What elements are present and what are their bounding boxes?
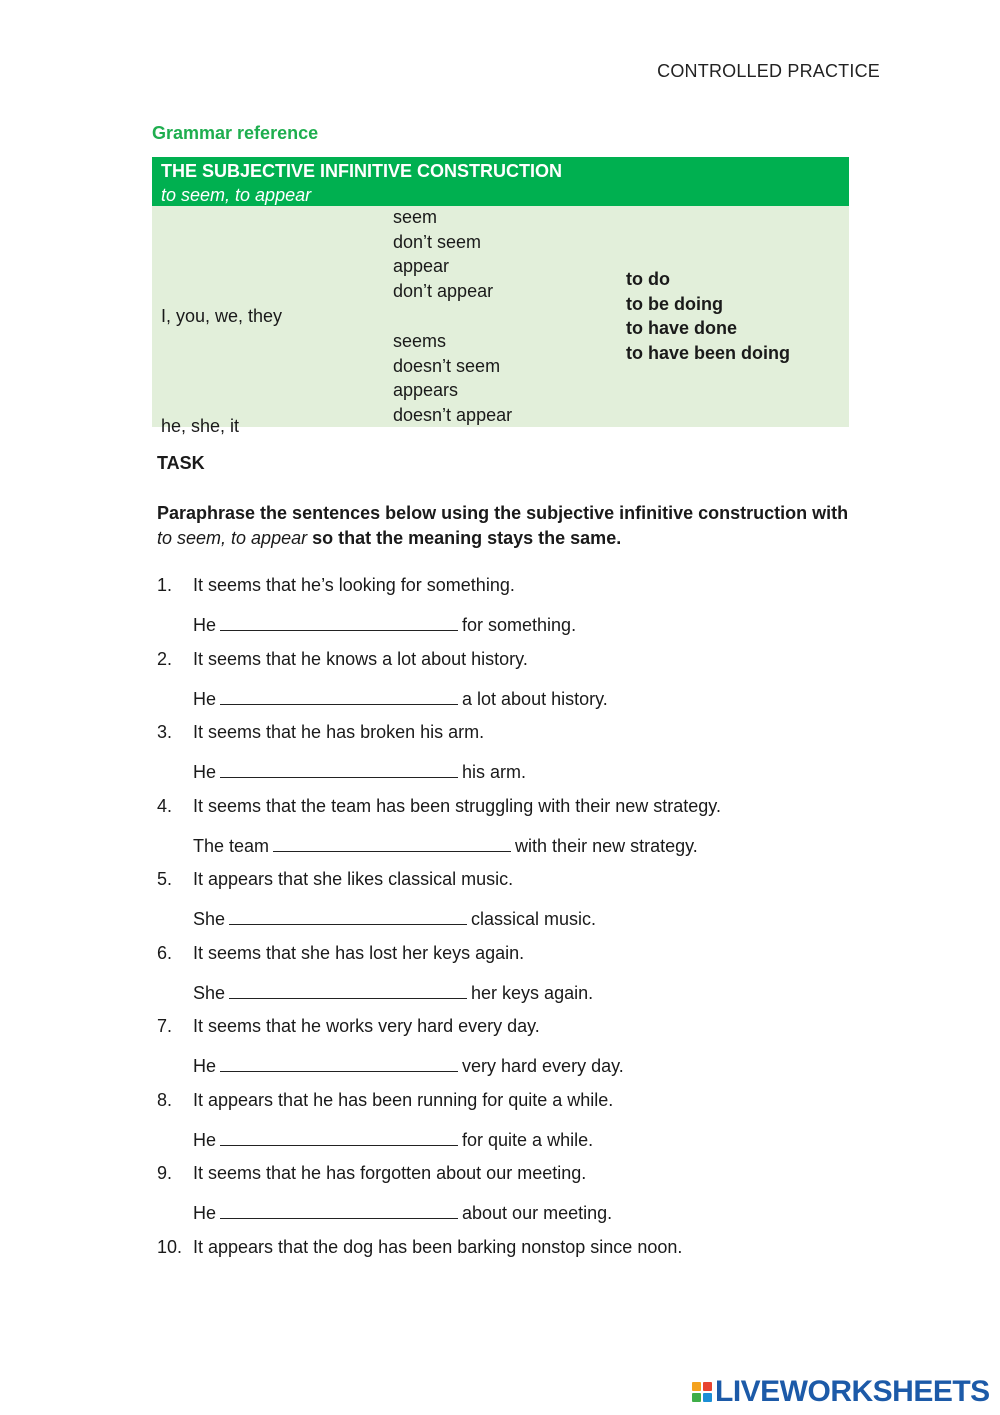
exercise-question-row	[157, 1237, 877, 1274]
answer-start: She	[193, 909, 226, 929]
infinitive-form: to be doing	[626, 293, 723, 314]
exercise-answer-row	[157, 1127, 877, 1164]
answer-blank[interactable]	[229, 906, 467, 925]
infinitive-form: to have been doing	[626, 342, 791, 363]
exercise-item	[157, 1163, 877, 1237]
subject-group-plural: I, you, we, they	[161, 306, 283, 326]
answer-start: He	[193, 1129, 217, 1150]
item-question: It seems that he knows a lot about history.	[193, 648, 528, 669]
answer-end: very hard every day.	[462, 1056, 624, 1076]
exercise-answer-row	[157, 612, 877, 649]
grammar-table	[152, 157, 849, 436]
verb-list-plural	[393, 205, 493, 303]
grammar-table-header	[152, 157, 849, 206]
grammar-table-subtitle: to seem, to appear	[161, 185, 312, 205]
infinitive-form: to do	[626, 269, 670, 289]
exercise-question-row	[157, 649, 877, 686]
answer-blank[interactable]	[220, 1053, 458, 1072]
item-number: 2.	[157, 648, 173, 669]
item-question: It seems that the team has been struggling with their new strategy.	[193, 795, 721, 816]
item-question: It seems that she has lost her keys again.	[193, 942, 525, 963]
infinitive-form: to have done	[626, 318, 738, 339]
subject-group-singular: he, she, it	[161, 416, 240, 436]
logo-text: LIVEWORKSHEETS	[715, 1375, 990, 1408]
exercise-question-row	[157, 575, 877, 612]
item-question: It seems that he has broken his arm.	[193, 722, 485, 742]
exercise-answer-row	[157, 906, 877, 943]
liveworksheets-logo	[692, 1375, 990, 1409]
answer-blank[interactable]	[220, 1200, 458, 1219]
verb-form: don’t appear	[393, 280, 494, 301]
exercise-answer-row	[157, 759, 877, 796]
answer-start: She	[193, 982, 226, 1003]
grammar-table-title: THE SUBJECTIVE INFINITIVE CONSTRUCTION	[161, 161, 563, 181]
task-title: TASK	[157, 453, 205, 473]
grammar-table-body	[152, 206, 849, 436]
item-number: 9.	[157, 1163, 173, 1183]
item-question: It seems that he has forgotten about our meeting.	[193, 1163, 587, 1183]
task-instructions	[157, 501, 857, 551]
logo-icon	[692, 1382, 712, 1402]
exercise-item	[157, 575, 877, 649]
exercise-item	[157, 1090, 877, 1164]
item-number: 7.	[157, 1016, 173, 1036]
exercise-item	[157, 943, 877, 1017]
item-number: 4.	[157, 795, 173, 816]
answer-end: with their new strategy.	[515, 835, 698, 856]
answer-end: for something.	[462, 615, 577, 635]
exercise-answer-row	[157, 686, 877, 723]
exercise-answer-row	[157, 1200, 877, 1237]
verb-form: don’t seem	[393, 231, 482, 252]
verb-form: doesn’t appear	[393, 404, 513, 425]
item-question: It seems that he works very hard every day.	[193, 1016, 540, 1036]
exercise-item	[157, 1237, 877, 1274]
exercise-question-row	[157, 1090, 877, 1127]
item-question: It seems that he’s looking for something.	[193, 575, 515, 595]
answer-end: classical music.	[471, 909, 597, 929]
answer-blank[interactable]	[229, 980, 467, 999]
exercise-item	[157, 649, 877, 723]
answer-end: about our meeting.	[462, 1203, 613, 1223]
exercise-item	[157, 1016, 877, 1090]
exercise-list	[157, 575, 877, 1274]
answer-end: a lot about history.	[462, 688, 608, 709]
instruction-italic: to seem, to appear	[157, 528, 308, 548]
infinitive-list	[626, 267, 790, 365]
answer-start: He	[193, 762, 217, 782]
item-question: It appears that she likes classical music.	[193, 869, 514, 889]
item-number: 8.	[157, 1089, 173, 1110]
exercise-question-row	[157, 796, 877, 833]
answer-start: The team	[193, 835, 270, 856]
exercise-question-row	[157, 722, 877, 759]
exercise-item	[157, 796, 877, 870]
verb-form: appear	[393, 256, 450, 277]
verb-form: appears	[393, 380, 459, 401]
instruction-text: so that the meaning stays the same.	[312, 528, 622, 548]
item-number: 1.	[157, 575, 173, 595]
answer-end: her keys again.	[471, 982, 594, 1003]
verb-list-singular	[393, 329, 512, 427]
answer-blank[interactable]	[273, 833, 511, 852]
exercise-item	[157, 722, 877, 796]
answer-start: He	[193, 688, 217, 709]
exercise-item	[157, 869, 877, 943]
instruction-text: Paraphrase the sentences below using the subjective infinitive construction with	[157, 503, 849, 523]
exercise-question-row	[157, 943, 877, 980]
item-question: It appears that the dog has been barking nonstop since noon.	[193, 1236, 683, 1257]
answer-end: his arm.	[462, 762, 527, 782]
item-number: 6.	[157, 942, 173, 963]
exercise-answer-row	[157, 1053, 877, 1090]
exercise-answer-row	[157, 833, 877, 870]
grammar-reference-title: Grammar reference	[152, 123, 319, 143]
answer-end: for quite a while.	[462, 1129, 594, 1150]
answer-blank[interactable]	[220, 1127, 458, 1146]
item-question: It appears that he has been running for quite a while.	[193, 1089, 614, 1110]
verb-form: seem	[393, 207, 438, 227]
answer-start: He	[193, 1203, 217, 1223]
exercise-question-row	[157, 869, 877, 906]
exercise-question-row	[157, 1016, 877, 1053]
answer-blank[interactable]	[220, 686, 458, 705]
answer-blank[interactable]	[220, 759, 458, 778]
answer-start: He	[193, 615, 217, 635]
item-number: 5.	[157, 869, 173, 889]
item-number: 10.	[157, 1236, 183, 1257]
verb-form: seems	[393, 331, 447, 351]
item-number: 3.	[157, 722, 173, 742]
exercise-question-row	[157, 1163, 877, 1200]
answer-blank[interactable]	[220, 612, 458, 631]
answer-start: He	[193, 1056, 217, 1076]
exercise-answer-row	[157, 980, 877, 1017]
page-header-label: CONTROLLED PRACTICE	[657, 61, 880, 81]
verb-form: doesn’t seem	[393, 355, 501, 376]
